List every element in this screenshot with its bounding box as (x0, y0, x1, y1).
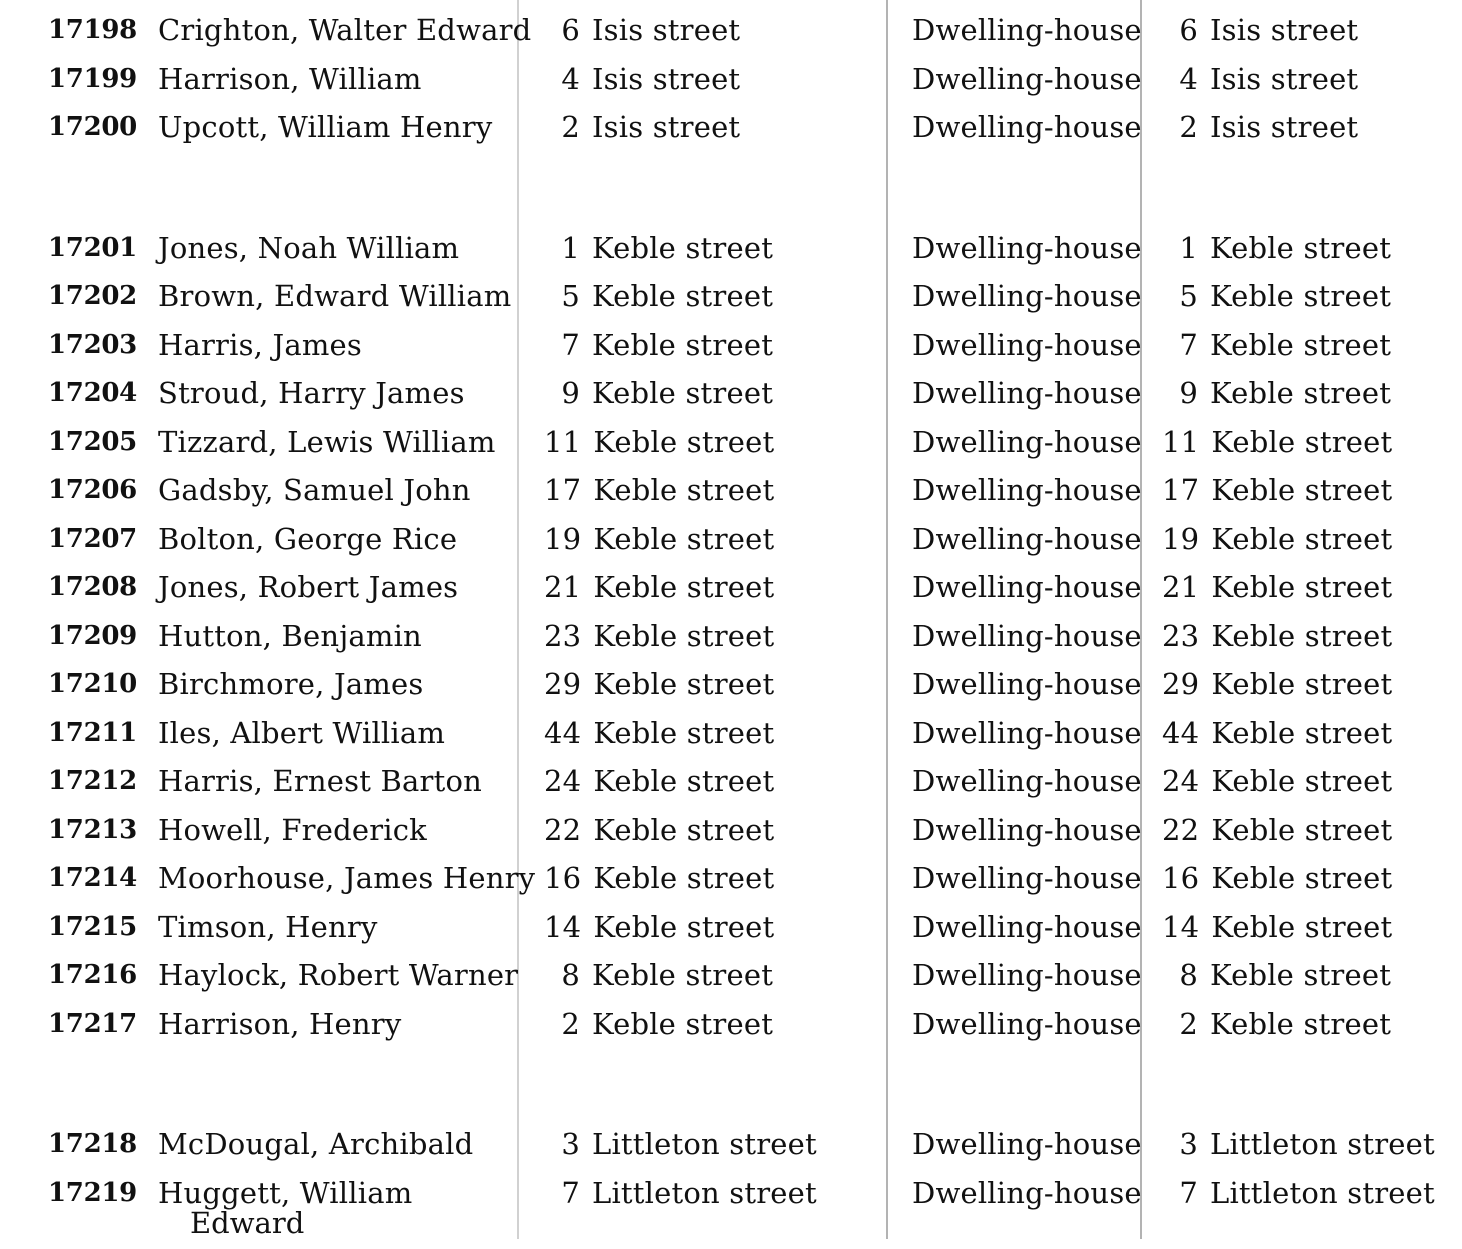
qualifying-property (1162, 274, 1452, 318)
elector-name: Tizzard, Lewis William (158, 424, 496, 459)
nature-of-qualification: Dwelling-house (912, 667, 1142, 701)
elector-name: Upcott, William Henry (158, 110, 493, 144)
elector-name: Bolton, George Rice (158, 521, 458, 556)
entry-number: 17203 (48, 329, 137, 360)
abode-street: Keble street (593, 521, 775, 556)
qualifying-street: Keble street (1211, 424, 1393, 459)
qualifying-house-number: 23 (1162, 618, 1200, 653)
abode-street: Isis street (592, 110, 741, 144)
register-row (0, 1002, 1462, 1051)
entry-number: 17213 (48, 814, 137, 845)
qualifying-street: Isis street (1210, 13, 1359, 47)
abode-house-number: 8 (561, 958, 580, 992)
qualifying-house-number: 14 (1162, 909, 1200, 944)
entry-number: 17208 (48, 572, 137, 602)
nature-of-qualification: Dwelling-house (912, 13, 1142, 47)
nature-of-qualification: Dwelling-house (912, 473, 1142, 507)
abode-house-number: 19 (544, 521, 582, 556)
abode-house-number: 7 (561, 327, 580, 362)
nature-of-qualification: Dwelling-house (912, 909, 1142, 944)
qualifying-street: Keble street (1211, 667, 1393, 701)
place-of-abode (544, 420, 874, 464)
elector-name: Harrison, Henry (158, 1006, 402, 1041)
qualifying-property (1162, 468, 1452, 512)
qualifying-property (1162, 565, 1452, 609)
nature-of-qualification: Dwelling-house (912, 715, 1142, 750)
elector-name: Jones, Noah William (158, 230, 460, 265)
qualifying-house-number: 17 (1162, 473, 1200, 507)
abode-house-number: 2 (561, 110, 580, 144)
abode-house-number: 44 (544, 715, 582, 750)
entry-number: 17216 (48, 960, 137, 990)
elector-name: Gadsby, Samuel John (158, 473, 471, 507)
qualifying-house-number: 9 (1179, 376, 1198, 410)
abode-house-number: 6 (561, 13, 580, 47)
abode-street: Keble street (592, 958, 774, 992)
qualifying-house-number: 19 (1162, 521, 1200, 556)
register-row (0, 808, 1462, 857)
qualifying-property (1162, 614, 1452, 658)
place-of-abode (544, 856, 874, 900)
abode-street: Keble street (592, 376, 774, 410)
entry-number: 17200 (48, 112, 137, 142)
entry-number: 17205 (48, 426, 137, 457)
elector-name: Harris, James (158, 327, 362, 362)
elector-name: Birchmore, James (158, 667, 424, 701)
abode-street: Keble street (593, 909, 775, 944)
nature-of-qualification: Dwelling-house (912, 1175, 1142, 1210)
qualifying-street: Keble street (1210, 376, 1392, 410)
entry-number: 17199 (48, 63, 137, 94)
abode-house-number: 23 (544, 618, 582, 653)
place-of-abode (544, 711, 874, 755)
qualifying-street: Keble street (1211, 909, 1393, 944)
qualifying-property (1162, 953, 1452, 997)
entry-number: 17212 (48, 766, 137, 796)
qualifying-property (1162, 1002, 1452, 1046)
qualifying-house-number: 24 (1162, 764, 1200, 798)
abode-house-number: 9 (561, 376, 580, 410)
place-of-abode (544, 226, 874, 270)
qualifying-property (1162, 8, 1452, 52)
qualifying-property (1162, 808, 1452, 852)
qualifying-house-number: 8 (1179, 958, 1198, 992)
register-row (0, 226, 1462, 275)
register-row (0, 1171, 1462, 1249)
qualifying-house-number: 2 (1179, 110, 1198, 144)
street-group (0, 8, 1462, 154)
abode-street: Keble street (592, 279, 774, 313)
elector-name: Moorhouse, James Henry (158, 861, 536, 895)
qualifying-house-number: 21 (1162, 570, 1200, 604)
entry-number: 17215 (48, 911, 137, 942)
abode-house-number: 11 (544, 424, 582, 459)
abode-house-number: 24 (544, 764, 582, 798)
elector-name: Brown, Edward William (158, 279, 512, 313)
abode-house-number: 17 (544, 473, 582, 507)
qualifying-house-number: 22 (1162, 812, 1200, 847)
qualifying-property (1162, 1171, 1452, 1215)
nature-of-qualification: Dwelling-house (912, 230, 1142, 265)
place-of-abode (544, 274, 874, 318)
nature-of-qualification: Dwelling-house (912, 958, 1142, 992)
qualifying-street: Keble street (1211, 764, 1393, 798)
elector-name: Stroud, Harry James (158, 376, 465, 410)
street-group (0, 226, 1462, 1051)
abode-street: Keble street (593, 424, 775, 459)
abode-house-number: 14 (544, 909, 582, 944)
qualifying-street: Keble street (1211, 861, 1393, 895)
entry-number: 17214 (48, 863, 137, 893)
nature-of-qualification: Dwelling-house (912, 279, 1142, 313)
qualifying-street: Isis street (1210, 110, 1359, 144)
elector-name-continuation: Edward (190, 1205, 305, 1240)
qualifying-property (1162, 711, 1452, 755)
abode-house-number: 2 (561, 1006, 580, 1041)
qualifying-house-number: 7 (1179, 1175, 1198, 1210)
nature-of-qualification: Dwelling-house (912, 521, 1142, 556)
abode-house-number: 22 (544, 812, 582, 847)
entry-number: 17219 (48, 1177, 137, 1208)
register-row (0, 57, 1462, 106)
nature-of-qualification: Dwelling-house (912, 1006, 1142, 1041)
qualifying-street: Isis street (1210, 61, 1359, 96)
place-of-abode (544, 614, 874, 658)
qualifying-street: Keble street (1211, 715, 1393, 750)
register-row (0, 759, 1462, 808)
register-row (0, 517, 1462, 566)
entry-number: 17207 (48, 523, 137, 554)
qualifying-property (1162, 323, 1452, 367)
entry-number: 17198 (48, 15, 137, 45)
place-of-abode (544, 323, 874, 367)
abode-house-number: 1 (561, 230, 580, 265)
qualifying-street: Keble street (1211, 618, 1393, 653)
qualifying-street: Littleton street (1210, 1175, 1435, 1210)
nature-of-qualification: Dwelling-house (912, 618, 1142, 653)
register-row (0, 905, 1462, 954)
elector-name: Timson, Henry (158, 909, 378, 944)
register-row (0, 468, 1462, 517)
abode-house-number: 4 (561, 61, 580, 96)
qualifying-property (1162, 905, 1452, 949)
register-row (0, 323, 1462, 372)
place-of-abode (544, 953, 874, 997)
street-group (0, 1122, 1462, 1249)
entry-number: 17209 (48, 620, 137, 651)
abode-street: Keble street (593, 618, 775, 653)
nature-of-qualification: Dwelling-house (912, 570, 1142, 604)
register-row (0, 953, 1462, 1002)
qualifying-street: Keble street (1210, 1006, 1392, 1041)
nature-of-qualification: Dwelling-house (912, 327, 1142, 362)
elector-name: Iles, Albert William (158, 715, 446, 750)
nature-of-qualification: Dwelling-house (912, 1127, 1142, 1161)
place-of-abode (544, 1171, 874, 1215)
elector-name: McDougal, Archibald (158, 1127, 474, 1161)
qualifying-property (1162, 759, 1452, 803)
elector-name: Haylock, Robert Warner (158, 958, 519, 992)
qualifying-street: Keble street (1210, 958, 1392, 992)
abode-house-number: 21 (544, 570, 582, 604)
entry-number: 17217 (48, 1008, 137, 1039)
entry-number: 17206 (48, 475, 137, 505)
abode-street: Keble street (592, 327, 774, 362)
abode-street: Littleton street (592, 1127, 817, 1161)
register-row (0, 711, 1462, 760)
register-entries (0, 8, 1462, 1249)
qualifying-property (1162, 371, 1452, 415)
abode-house-number: 3 (561, 1127, 580, 1161)
register-row (0, 614, 1462, 663)
entry-number: 17202 (48, 281, 137, 311)
abode-house-number: 16 (544, 861, 582, 895)
qualifying-property (1162, 420, 1452, 464)
place-of-abode (544, 371, 874, 415)
place-of-abode (544, 57, 874, 101)
abode-street: Keble street (593, 473, 775, 507)
nature-of-qualification: Dwelling-house (912, 61, 1142, 96)
entry-number: 17201 (48, 232, 137, 263)
qualifying-street: Keble street (1210, 327, 1392, 362)
entry-number: 17210 (48, 669, 137, 699)
qualifying-house-number: 4 (1179, 61, 1198, 96)
register-row (0, 105, 1462, 154)
qualifying-property (1162, 105, 1452, 149)
qualifying-property (1162, 57, 1452, 101)
abode-street: Keble street (592, 1006, 774, 1041)
register-row (0, 274, 1462, 323)
abode-street: Keble street (593, 812, 775, 847)
elector-name: Harris, Ernest Barton (158, 764, 482, 798)
qualifying-house-number: 29 (1162, 667, 1200, 701)
qualifying-property (1162, 856, 1452, 900)
qualifying-house-number: 6 (1179, 13, 1198, 47)
place-of-abode (544, 905, 874, 949)
place-of-abode (544, 662, 874, 706)
qualifying-street: Littleton street (1210, 1127, 1435, 1161)
qualifying-street: Keble street (1210, 230, 1392, 265)
qualifying-house-number: 11 (1162, 424, 1200, 459)
qualifying-house-number: 16 (1162, 861, 1200, 895)
abode-street: Keble street (593, 715, 775, 750)
entry-number: 17204 (48, 378, 137, 408)
elector-name: Crighton, Walter Edward (158, 13, 532, 47)
qualifying-house-number: 1 (1179, 230, 1198, 265)
register-row (0, 371, 1462, 420)
abode-street: Littleton street (592, 1175, 817, 1210)
place-of-abode (544, 8, 874, 52)
place-of-abode (544, 565, 874, 609)
register-row (0, 856, 1462, 905)
abode-house-number: 7 (561, 1175, 580, 1210)
abode-street: Keble street (593, 861, 775, 895)
register-row (0, 662, 1462, 711)
place-of-abode (544, 1002, 874, 1046)
abode-street: Keble street (592, 230, 774, 265)
qualifying-house-number: 44 (1162, 715, 1200, 750)
qualifying-property (1162, 662, 1452, 706)
qualifying-street: Keble street (1211, 473, 1393, 507)
abode-street: Keble street (593, 570, 775, 604)
qualifying-street: Keble street (1211, 812, 1393, 847)
abode-street: Keble street (593, 764, 775, 798)
abode-street: Isis street (592, 13, 741, 47)
nature-of-qualification: Dwelling-house (912, 764, 1142, 798)
entry-number: 17211 (48, 717, 137, 748)
elector-name: Harrison, William (158, 61, 422, 96)
abode-street: Keble street (593, 667, 775, 701)
place-of-abode (544, 759, 874, 803)
nature-of-qualification: Dwelling-house (912, 861, 1142, 895)
qualifying-property (1162, 1122, 1452, 1166)
place-of-abode (544, 808, 874, 852)
qualifying-street: Keble street (1211, 521, 1393, 556)
register-row (0, 420, 1462, 469)
nature-of-qualification: Dwelling-house (912, 376, 1142, 410)
qualifying-street: Keble street (1211, 570, 1393, 604)
elector-name: Howell, Frederick (158, 812, 427, 847)
qualifying-house-number: 5 (1179, 279, 1198, 313)
register-row (0, 565, 1462, 614)
register-row (0, 8, 1462, 57)
qualifying-property (1162, 517, 1452, 561)
elector-name: Jones, Robert James (158, 570, 459, 604)
qualifying-house-number: 7 (1179, 327, 1198, 362)
qualifying-street: Keble street (1210, 279, 1392, 313)
place-of-abode (544, 517, 874, 561)
place-of-abode (544, 468, 874, 512)
register-row (0, 1122, 1462, 1171)
nature-of-qualification: Dwelling-house (912, 812, 1142, 847)
place-of-abode (544, 105, 874, 149)
elector-name: Hutton, Benjamin (158, 618, 422, 653)
elector-name: Huggett, William (158, 1175, 413, 1210)
qualifying-house-number: 3 (1179, 1127, 1198, 1161)
abode-house-number: 5 (561, 279, 580, 313)
abode-street: Isis street (592, 61, 741, 96)
qualifying-property (1162, 226, 1452, 270)
qualifying-house-number: 2 (1179, 1006, 1198, 1041)
nature-of-qualification: Dwelling-house (912, 110, 1142, 144)
nature-of-qualification: Dwelling-house (912, 424, 1142, 459)
entry-number: 17218 (48, 1129, 137, 1159)
place-of-abode (544, 1122, 874, 1166)
abode-house-number: 29 (544, 667, 582, 701)
